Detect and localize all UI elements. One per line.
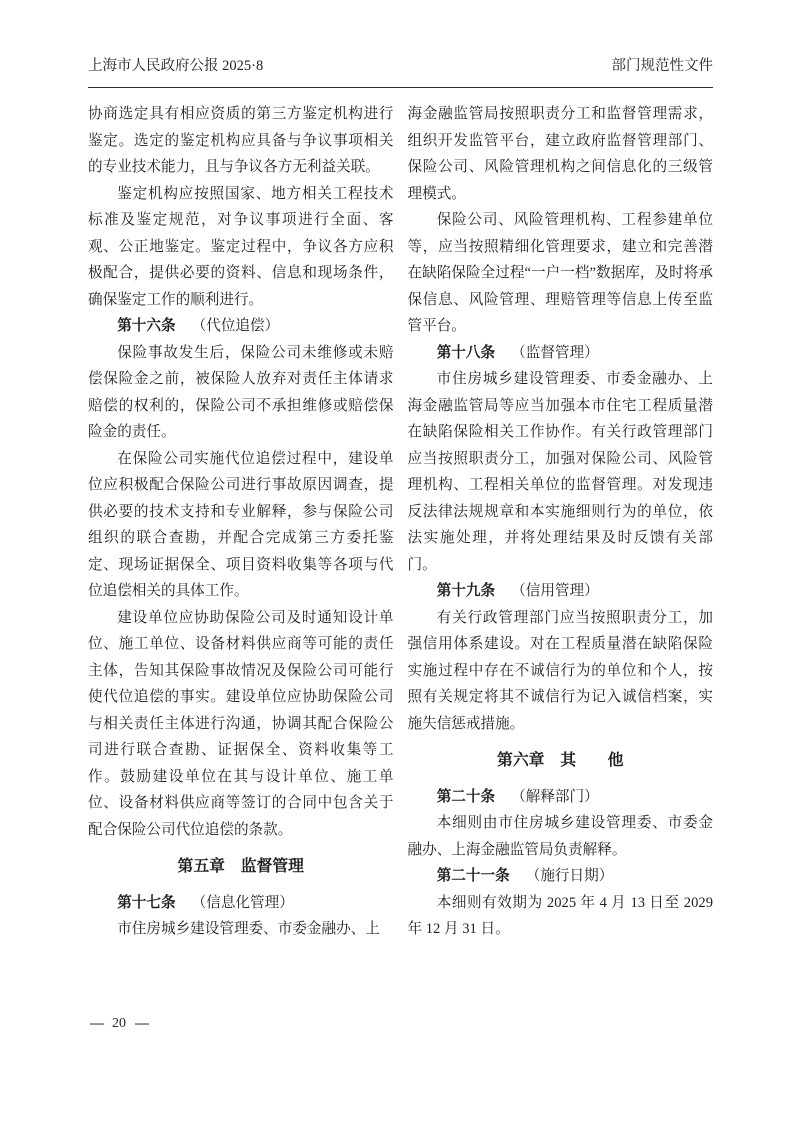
article-heading (408, 863, 714, 890)
paragraph: 建设单位应协助保险公司及时通知设计单位、施工单位、设备材料供应商等可能的责任主体，告知其保险事故情况及保险公司可能行使代位追偿的事实。建设单位应协助保险公司与相关责任主体进行沟通，协调其配合保险公司进行联合查勘、证据保全、资料收集等工作。鼓励建设单位在其与设计单位、施工单位、设备材料供应商等签订的合同中包含关于配合保险公司代位追偿的条款。 (88, 609, 394, 838)
article-title: （施行日期） (525, 868, 614, 885)
article-number: 第十六条 (117, 318, 176, 335)
article-heading (88, 313, 394, 340)
paragraph: 保险公司、风险管理机构、工程参建单位等，应当按照精细化管理要求，建立和完善潜在缺陷保险全过程“一户一档”数据库，及时将承保信息、风险管理、理赔管理等信息上传至监管平台。 (407, 212, 713, 335)
section-title: 部门规范性文件 (611, 58, 713, 74)
paragraph: 本细则由市住房城乡建设管理委、市委金融办、上海金融监管局负责解释。 (407, 815, 713, 858)
chapter-heading: 第六章 其 他 (497, 752, 624, 770)
article-title: （信息化管理） (191, 894, 294, 911)
article-number: 第二十条 (436, 788, 496, 805)
paragraph: 协商选定具有相应资质的第三方鉴定机构进行鉴定。选定的鉴定机构应具备与争议事项相关的专业技术能力，且与争议各方无利益关联。 (88, 106, 394, 176)
right-column (408, 101, 714, 943)
article-heading (408, 578, 714, 605)
left-column (88, 101, 394, 943)
article-title: （代位追偿） (191, 318, 280, 335)
paragraph: 海金融监管局按照职责分工和监督管理需求，组织开发监管平台，建立政府监督管理部门、保险公司、风险管理机构之间信息化的三级管理模式。 (407, 106, 713, 202)
paragraph: 鉴定机构应按照国家、地方相关工程技术标准及鉴定规范，对争议事项进行全面、客观、公正地鉴定。鉴定过程中，争议各方应积极配合，提供必要的资料、信息和现场条件，确保鉴定工作的顺利进行。 (88, 185, 394, 308)
article-title: （监督管理） (511, 344, 599, 361)
article-number: 第十七条 (117, 894, 176, 911)
article-heading (88, 890, 394, 917)
article-number: 第十八条 (436, 344, 496, 361)
footer-dash-right: — (135, 1016, 148, 1031)
paragraph: 市住房城乡建设管理委、市委金融办、上 (117, 921, 380, 938)
article-title: （解释部门） (511, 788, 599, 805)
paragraph: 保险事故发生后，保险公司未维修或未赔偿保险金之前，被保险人放弃对责任主体请求赔偿的权利的，保险公司不承担维修或赔偿保险金的责任。 (88, 344, 394, 441)
article-title: （信用管理） (511, 583, 599, 600)
paragraph: 有关行政管理部门应当按照职责分工，加强信用体系建设。对在工程质量潜在缺陷保险实施过程中存在不诚信行为的单位和个人，按照有关规定将其不诚信行为记入诚信档案，实施失信惩戒措施。 (407, 609, 713, 732)
article-number: 第二十一条 (436, 868, 510, 885)
page-footer (90, 1014, 148, 1034)
footer-dash-left: — (90, 1016, 103, 1031)
running-header (88, 58, 713, 88)
page-number: 20 (112, 1016, 126, 1031)
article-heading (408, 784, 714, 811)
paragraph: 市住房城乡建设管理委、市委金融办、上海金融监管局等应当加强本市住宅工程质量潜在缺陷保险相关工作协作。有关行政管理部门应当按照职责分工，加强对保险公司、风险管理机构、工程相关单位的监督管理。对发现违反法律法规规章和本实施细则行为的单位，依法实施处理，并将处理结果及时反馈有关部门。 (407, 371, 713, 573)
article-heading (408, 340, 714, 367)
article-number: 第十九条 (436, 583, 496, 600)
gazette-title: 上海市人民政府公报 2025·8 (88, 58, 264, 74)
chapter-heading: 第五章 监督管理 (177, 858, 304, 876)
two-column-body (88, 101, 713, 943)
paragraph: 本细则有效期为 2025 年 4 月 13 日至 2029 年 12 月 31 日。 (407, 894, 713, 938)
paragraph: 在保险公司实施代位追偿过程中，建设单位应积极配合保险公司进行事故原因调查，提供必要的技术支持和专业解释，参与保险公司组织的联合查勘，并配合完成第三方委托鉴定、现场证据保全、项目资料收集等各项与代位追偿相关的具体工作。 (88, 450, 394, 600)
